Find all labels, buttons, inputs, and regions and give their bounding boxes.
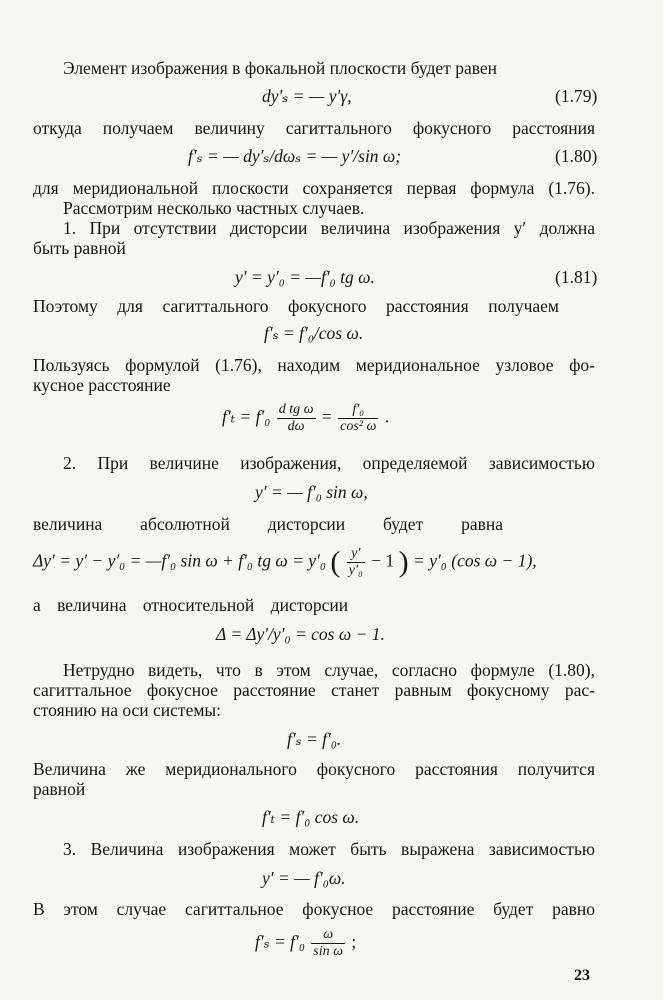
paren-open: ( bbox=[330, 545, 341, 579]
equation-1-80: f′ₛ = — dy′ₛ/dωₛ = — y′/sin ω; bbox=[188, 146, 402, 166]
fraction-numerator: d tg ω bbox=[278, 402, 314, 417]
fraction-denominator: sin ω bbox=[313, 944, 344, 959]
equation-1-79: dy′ₛ = — y′γ, bbox=[262, 86, 352, 106]
equation-absolute-distortion bbox=[33, 546, 537, 579]
text-line: величина абсолютной дисторсии будет равна bbox=[33, 514, 503, 534]
text-line: 1. При отсутствии дисторсии величина изображения y′ должна bbox=[63, 218, 595, 238]
text-line: а величина относительной дисторсии bbox=[33, 595, 349, 615]
equation-part: − 1 bbox=[371, 550, 395, 571]
fraction bbox=[277, 402, 316, 435]
fraction bbox=[338, 402, 378, 435]
text-line: стоянию на оси системы: bbox=[33, 700, 222, 720]
page-number: 23 bbox=[574, 967, 590, 984]
equation-y-case2: y′ = — f′₀ sin ω, bbox=[255, 482, 368, 502]
fraction-denominator: dω bbox=[287, 419, 305, 434]
fraction-denominator: y′₀ bbox=[348, 563, 363, 578]
equation-part: f′ₛ = f′₀ bbox=[255, 931, 305, 952]
text-line: В этом случае сагиттальное фокусное расстояние будет равно bbox=[33, 899, 595, 919]
equation-relative-distortion: Δ = Δy′/y′₀ = cos ω − 1. bbox=[216, 624, 385, 644]
fraction-numerator: f′₀ bbox=[338, 402, 378, 419]
equation-part: = bbox=[321, 406, 332, 427]
text-line: Величина же меридионального фокусного расстояния получится bbox=[33, 759, 595, 779]
equation-part: = y′₀ (cos ω − 1), bbox=[413, 550, 537, 571]
equation-number: (1.79) bbox=[555, 86, 598, 106]
equation-fs-case1: f′ₛ = f′₀/cos ω. bbox=[264, 323, 364, 343]
equation-fs-case3 bbox=[255, 927, 356, 960]
equation-part: Δy′ = y′ − y′₀ = —f′₀ sin ω + f′₀ tg ω = y′₀ bbox=[33, 550, 326, 571]
equation-ft-case1 bbox=[222, 402, 389, 435]
text-line: 2. При величине изображения, определяемой зависимостью bbox=[63, 453, 595, 473]
equation-part: ; bbox=[351, 931, 357, 952]
text-line: Нетрудно видеть, что в этом случае, согласно формуле (1.80), bbox=[63, 660, 595, 680]
fraction-denominator: cos² ω bbox=[340, 419, 377, 434]
text-line: Пользуясь формулой (1.76), находим меридиональное узловое фо- bbox=[33, 355, 595, 375]
text-line: для меридиональной плоскости сохраняется первая формула (1.76). bbox=[33, 178, 595, 198]
equation-number: (1.81) bbox=[555, 267, 598, 287]
fraction bbox=[347, 546, 365, 579]
equation-ft-case2: f′ₜ = f′₀ cos ω. bbox=[262, 807, 360, 827]
fraction-numerator: y′ bbox=[347, 546, 365, 563]
text-line: 3. Величина изображения может быть выражена зависимостью bbox=[63, 839, 595, 859]
equation-1-81: y′ = y′₀ = —f′₀ tg ω. bbox=[235, 267, 375, 287]
text-line: Рассмотрим несколько частных случаев. bbox=[63, 198, 365, 218]
text-line: Поэтому для сагиттального фокусного расстояния получаем bbox=[33, 296, 559, 316]
fraction bbox=[311, 927, 345, 960]
text-line: Элемент изображения в фокальной плоскости будет равен bbox=[63, 58, 498, 78]
paren-close: ) bbox=[398, 545, 409, 579]
text-line: кусное расстояние bbox=[33, 375, 171, 395]
text-line: равной bbox=[33, 779, 86, 799]
equation-part: . bbox=[384, 406, 390, 427]
equation-part: f′ₜ = f′₀ bbox=[222, 406, 271, 427]
equation-number: (1.80) bbox=[555, 146, 598, 166]
equation-fs-case2: f′ₛ = f′₀. bbox=[287, 729, 342, 749]
fraction-numerator: ω bbox=[311, 927, 345, 944]
equation-y-case3: y′ = — f′₀ω. bbox=[262, 868, 346, 888]
text-line: сагиттальное фокусное расстояние станет равным фокусному рас- bbox=[33, 680, 595, 700]
text-line: откуда получаем величину сагиттального фокусного расстояния bbox=[33, 118, 595, 138]
text-line: быть равной bbox=[33, 238, 126, 258]
